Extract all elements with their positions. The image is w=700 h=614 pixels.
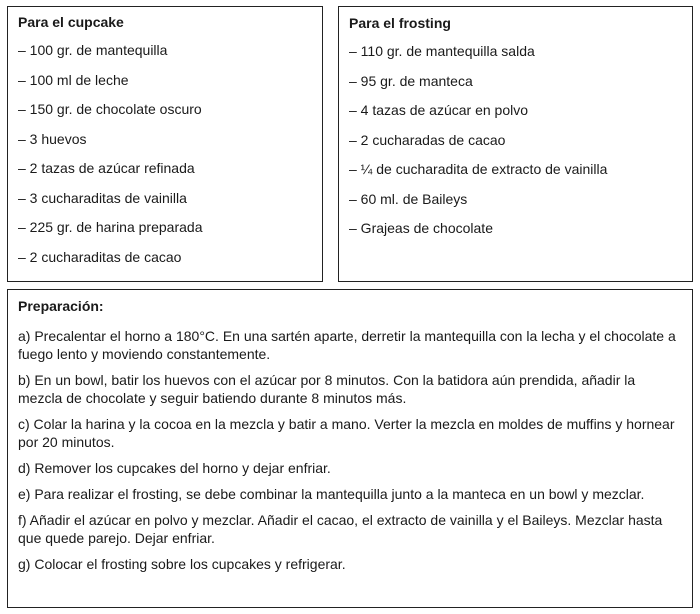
list-item: – 100 ml de leche xyxy=(18,71,129,88)
preparation-title: Preparación: xyxy=(18,298,104,314)
cupcake-ingredient-list xyxy=(18,41,312,266)
frosting-title: Para el frosting xyxy=(349,15,451,31)
preparation-step: b) En un bowl, batir los huevos con el azúcar por 8 minutos. Con la batidora aún prendida, añadir la mezcla de chocolate y seguir batiendo durante 8 minutos más. xyxy=(18,372,636,406)
list-item: – 2 tazas de azúcar refinada xyxy=(18,160,195,176)
list-item: – 3 huevos xyxy=(18,130,87,147)
list-item: – 2 cucharaditas de cacao xyxy=(18,248,182,265)
preparation-box xyxy=(7,289,693,608)
list-item: – 2 cucharadas de cacao xyxy=(349,131,506,148)
list-item: – Grajeas de chocolate xyxy=(349,220,493,236)
list-item: – 4 tazas de azúcar en polvo xyxy=(349,102,529,118)
list-item: – 110 gr. de mantequilla salda xyxy=(349,43,535,59)
preparation-step: c) Colar la harina y la cocoa en la mezcla y batir a mano. Verter la mezcla en moldes de muffins y hornear por 20 minutos. xyxy=(18,416,675,450)
preparation-step: d) Remover los cupcakes del horno y dejar enfriar. xyxy=(18,460,331,476)
cupcake-ingredients-box xyxy=(7,6,323,282)
list-item: – 225 gr. de harina preparada xyxy=(18,219,203,235)
preparation-step: f) Añadir el azúcar en polvo y mezclar. Añadir el cacao, el extracto de vainilla y el Baileys. Mezclar hasta que quede parejo. Dejar enfriar. xyxy=(18,512,663,546)
list-item: – 95 gr. de manteca xyxy=(349,72,473,89)
list-item: – 3 cucharaditas de vainilla xyxy=(18,189,187,206)
list-item: – 60 ml. de Baileys xyxy=(349,190,468,207)
preparation-step: g) Colocar el frosting sobre los cupcakes y refrigerar. xyxy=(18,556,346,572)
list-item: – 100 gr. de mantequilla xyxy=(18,42,168,58)
frosting-ingredient-list xyxy=(349,42,682,237)
preparation-steps xyxy=(18,327,682,573)
preparation-step: a) Precalentar el horno a 180°C. En una sartén aparte, derretir la mantequilla con la lecha y el chocolate a fuego lento y moviendo constantemente. xyxy=(18,328,676,362)
cupcake-title: Para el cupcake xyxy=(18,14,124,30)
list-item: – ¼ de cucharadita de extracto de vainilla xyxy=(349,161,608,177)
frosting-ingredients-box xyxy=(338,6,693,282)
preparation-step: e) Para realizar el frosting, se debe combinar la mantequilla junto a la manteca en un bowl y mezclar. xyxy=(18,486,645,502)
list-item: – 150 gr. de chocolate oscuro xyxy=(18,101,202,117)
